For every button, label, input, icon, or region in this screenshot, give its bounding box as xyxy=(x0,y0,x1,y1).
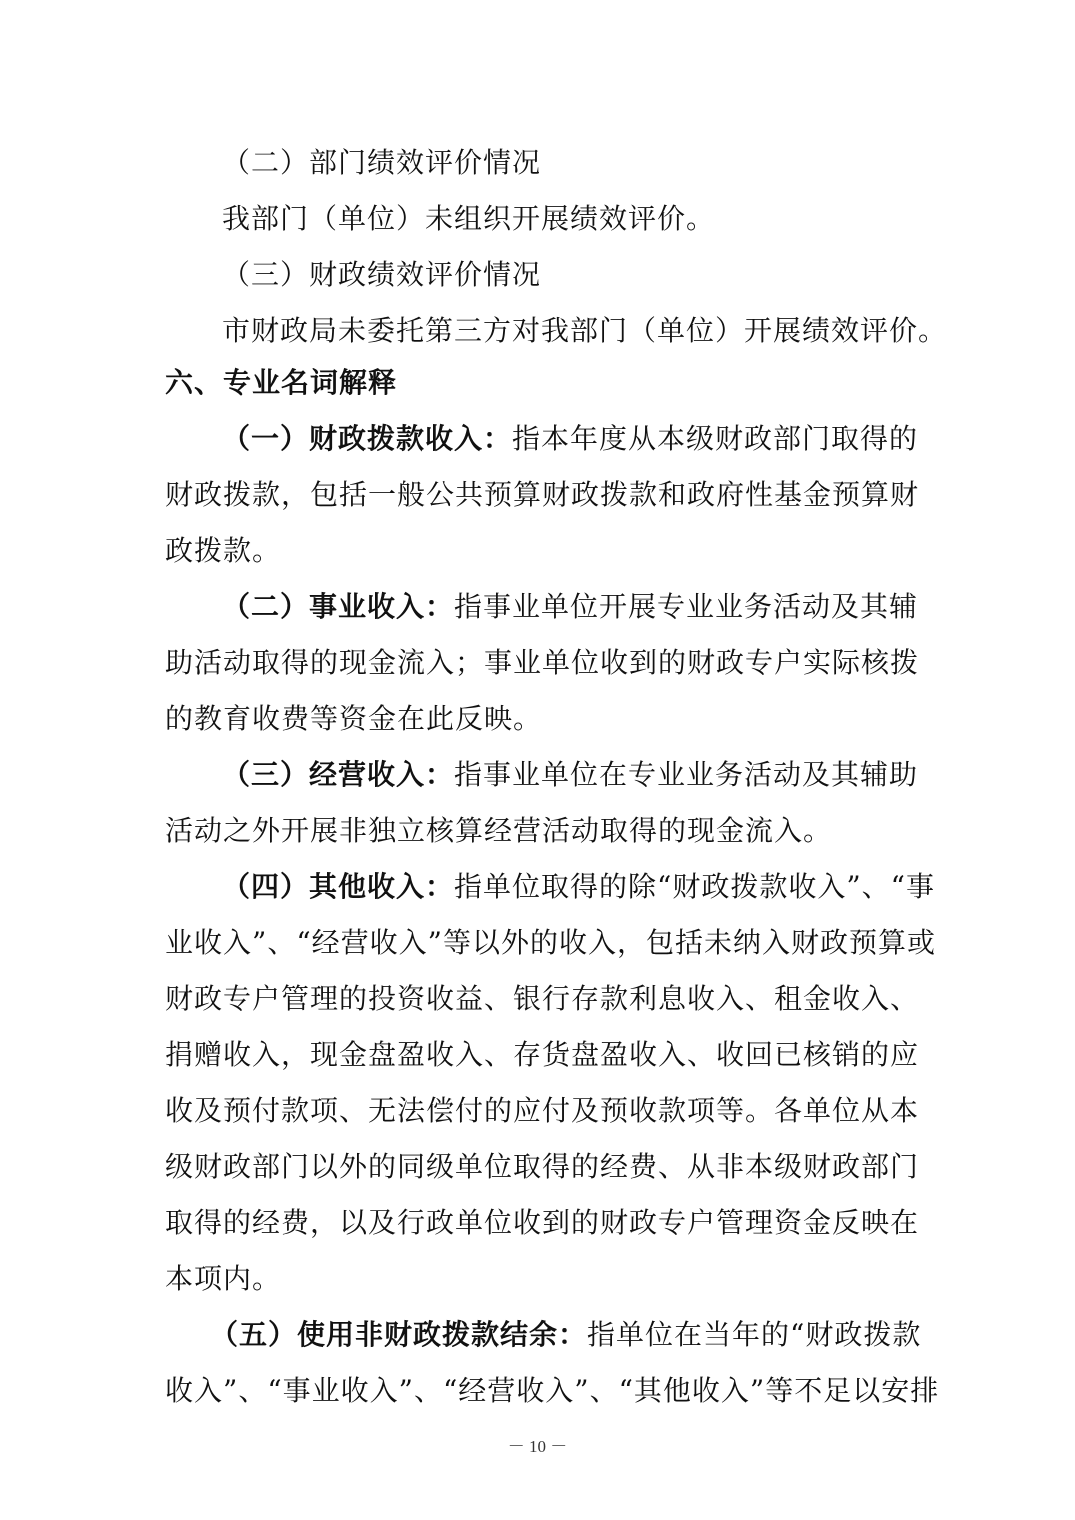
section-3-body: 市财政局未委托第三方对我部门（单位）开展绩效评价。 xyxy=(222,314,948,347)
term-5-text: 指单位在当年的“财政拨款 xyxy=(587,1318,922,1351)
section-2-body: 我部门（单位）未组织开展绩效评价。 xyxy=(222,202,716,235)
term-2-label: （二）事业收入： xyxy=(222,590,455,623)
section-3-heading: （三）财政绩效评价情况 xyxy=(222,258,542,291)
term-4-line-6: 级财政部门以外的同级单位取得的经费、从非本级财政部门 xyxy=(165,1150,920,1183)
term-1-label: （一）财政拨款收入： xyxy=(222,422,513,455)
section-6-title: 六、专业名词解释 xyxy=(165,366,398,399)
term-4-text: 指单位取得的除“财政拨款收入”、“事 xyxy=(454,870,935,903)
term-2-line-2: 助活动取得的现金流入；事业单位收到的财政专户实际核拨 xyxy=(165,646,920,679)
term-4-line-7: 取得的经费，以及行政单位收到的财政专户管理资金反映在 xyxy=(165,1206,920,1239)
term-4-line-3: 财政专户管理的投资收益、银行存款利息收入、租金收入、 xyxy=(165,982,920,1015)
term-1-text: 指本年度从本级财政部门取得的 xyxy=(512,422,919,455)
term-2-line-3: 的教育收费等资金在此反映。 xyxy=(165,702,543,735)
term-4-label: （四）其他收入： xyxy=(222,870,455,903)
term-4-line-4: 捐赠收入，现金盘盈收入、存货盘盈收入、收回已核销的应 xyxy=(165,1038,920,1071)
term-3-line-1 xyxy=(222,758,919,792)
term-5-line-1 xyxy=(210,1318,922,1352)
term-5-line-2: 收入”、“事业收入”、“经营收入”、“其他收入”等不足以安排 xyxy=(165,1374,940,1407)
term-4-line-5: 收及预付款项、无法偿付的应付及预收款项等。各单位从本 xyxy=(165,1094,920,1127)
term-3-line-2: 活动之外开展非独立核算经营活动取得的现金流入。 xyxy=(165,814,833,847)
term-1-line-2: 财政拨款，包括一般公共预算财政拨款和政府性基金预算财 xyxy=(165,478,920,511)
term-1-line-3: 政拨款。 xyxy=(165,534,282,567)
page-number: － 10 － xyxy=(507,1437,568,1456)
term-2-text: 指事业单位开展专业业务活动及其辅 xyxy=(454,590,919,623)
section-2-heading: （二）部门绩效评价情况 xyxy=(222,146,542,179)
term-3-text: 指事业单位在专业业务活动及其辅助 xyxy=(454,758,919,791)
term-5-label: （五）使用非财政拨款结余： xyxy=(210,1318,588,1351)
term-1-line-1 xyxy=(222,422,919,456)
term-2-line-1 xyxy=(222,590,919,624)
term-4-line-8: 本项内。 xyxy=(165,1262,282,1295)
term-4-line-1 xyxy=(222,870,935,904)
term-4-line-2: 业收入”、“经营收入”等以外的收入，包括未纳入财政预算或 xyxy=(165,926,936,959)
term-3-label: （三）经营收入： xyxy=(222,758,455,791)
